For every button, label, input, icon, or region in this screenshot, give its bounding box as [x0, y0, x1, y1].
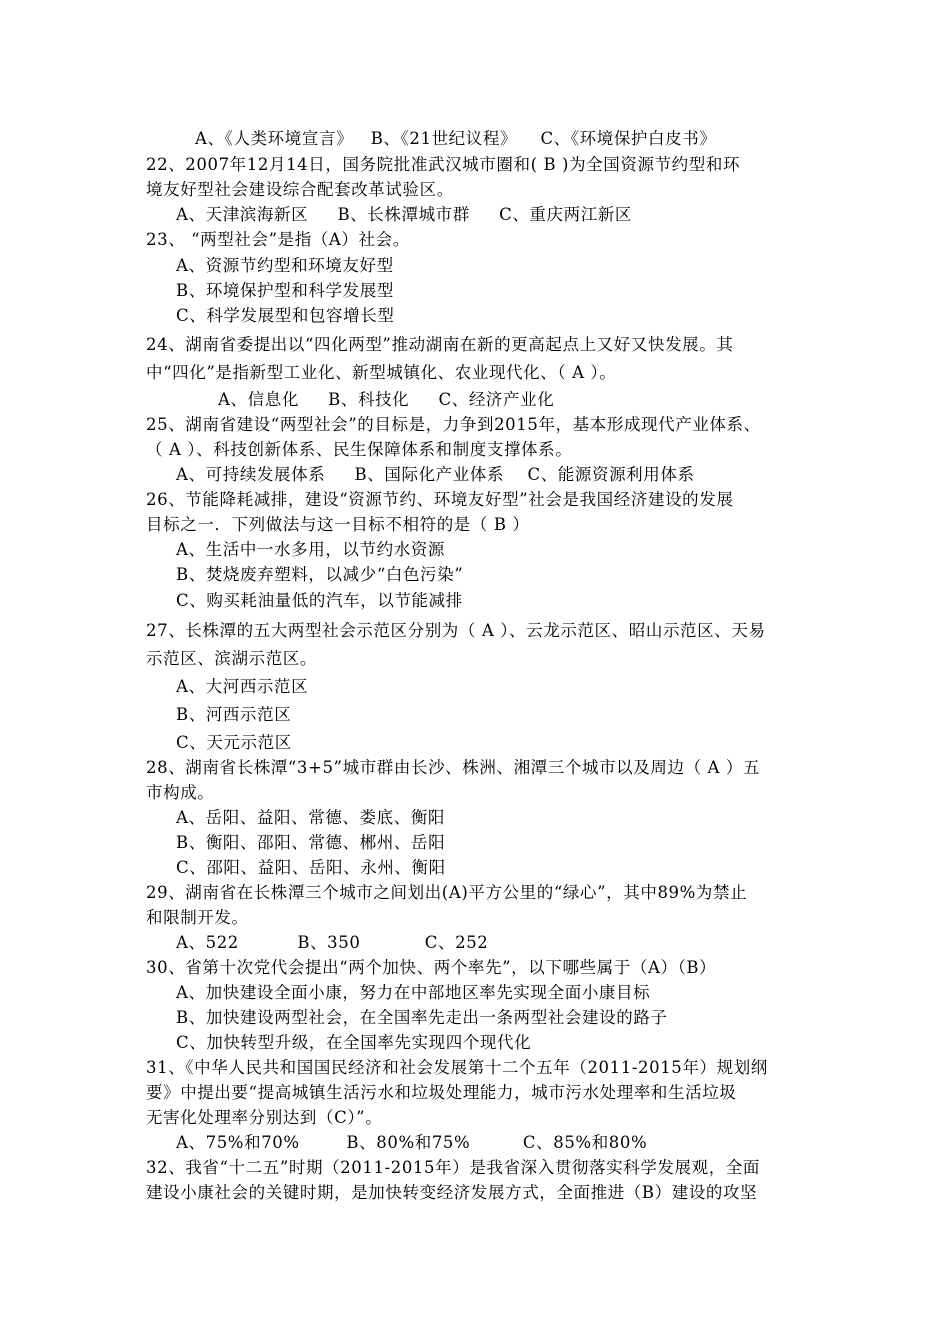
q25-text-cont: （ A ）、科技创新体系、民生保障体系和制度支撑体系。 [146, 440, 573, 459]
q24-text-cont: 中“四化”是指新型工业化、新型城镇化、农业现代化、（ A ）。 [146, 363, 617, 382]
q30-option-c: C、加快转型升级，在全国率先实现四个现代化 [176, 1033, 532, 1052]
q28-text-cont: 市构成。 [146, 783, 215, 802]
q27-option-a: A、大河西示范区 [176, 677, 309, 696]
q27-text: 27、长株潭的五大两型社会示范区分别为（ A ）、云龙示范区、昭山示范区、天易 [146, 621, 766, 640]
q29-text: 29、湖南省在长株潭三个城市之间划出(A)平方公里的“绿心”，其中89%为禁止 [146, 883, 748, 902]
q23-text: 23、 “两型社会”是指（A）社会。 [146, 230, 410, 249]
q27-option-b: B、河西示范区 [176, 705, 292, 724]
q22-text-cont: 境友好型社会建设综合配套改革试验区。 [146, 180, 454, 199]
q28-option-b: B、衡阳、邵阳、常德、郴州、岳阳 [176, 833, 446, 852]
q29-options: A、522 B、350 C、252 [176, 933, 489, 952]
q31-text-cont2: 无害化处理率分别达到（C）”。 [146, 1108, 383, 1127]
q24-options: A、信息化 B、科技化 C、经济产业化 [218, 390, 555, 409]
q26-text: 26、节能降耗减排，建设“资源节约、环境友好型”社会是我国经济建设的发展 [146, 490, 734, 509]
q23-option-c: C、科学发展型和包容增长型 [176, 306, 395, 325]
q31-text-cont: 要》中提出要“提高城镇生活污水和垃圾处理能力，城市污水处理率和生活垃圾 [146, 1083, 737, 1102]
q22-text: 22、2007年12月14日，国务院批准武汉城市圈和( B )为全国资源节约型和环 [146, 155, 741, 174]
q25-options: A、可持续发展体系 B、国际化产业体系 C、能源资源利用体系 [176, 465, 695, 484]
q26-option-a: A、生活中一水多用，以节约水资源 [176, 540, 446, 559]
q30-text: 30、省第十次党代会提出“两个加快、两个率先”，以下哪些属于（A）（B） [146, 958, 717, 977]
q29-text-cont: 和限制开发。 [146, 908, 249, 927]
q32-text-cont: 建设小康社会的关键时期，是加快转变经济发展方式，全面推进（B）建设的攻坚 [146, 1183, 758, 1202]
q28-option-a: A、岳阳、益阳、常德、娄底、衡阳 [176, 808, 446, 827]
q32-text: 32、我省“十二五”时期（2011-2015年）是我省深入贯彻落实科学发展观，全面 [146, 1158, 761, 1177]
q22-options: A、天津滨海新区 B、长株潭城市群 C、重庆两江新区 [176, 205, 633, 224]
q28-text: 28、湖南省长株潭“3+5”城市群由长沙、株洲、湘潭三个城市以及周边（ A ）五 [146, 758, 761, 777]
q23-option-b: B、环境保护型和科学发展型 [176, 281, 394, 300]
q21-options: A、《人类环境宣言》 B、《21世纪议程》 C、《环境保护白皮书》 [195, 129, 717, 148]
q26-option-b: B、焚烧废弃塑料，以减少“白色污染” [176, 565, 464, 584]
q26-option-c: C、购买耗油量低的汽车，以节能减排 [176, 591, 463, 610]
q26-text-cont: 目标之一．下列做法与这一目标不相符的是（ B ） [146, 515, 530, 534]
q24-text: 24、湖南省委提出以“四化两型”推动湖南在新的更高起点上又好又快发展。其 [146, 335, 734, 354]
q31-options: A、75%和70% B、80%和75% C、85%和80% [176, 1133, 648, 1152]
q27-option-c: C、天元示范区 [176, 733, 292, 752]
q23-option-a: A、资源节约型和环境友好型 [176, 256, 394, 275]
q30-option-b: B、加快建设两型社会，在全国率先走出一条两型社会建设的路子 [176, 1008, 668, 1027]
q31-text: 31、《中华人民共和国国民经济和社会发展第十二个五年（2011-2015年）规划纲 [146, 1058, 768, 1077]
q28-option-c: C、邵阳、益阳、岳阳、永州、衡阳 [176, 858, 446, 877]
q30-option-a: A、加快建设全面小康，努力在中部地区率先实现全面小康目标 [176, 983, 651, 1002]
q25-text: 25、湖南省建设“两型社会”的目标是，力争到2015年，基本形成现代产业体系、 [146, 415, 761, 434]
q27-text-cont: 示范区、滨湖示范区。 [146, 649, 317, 668]
